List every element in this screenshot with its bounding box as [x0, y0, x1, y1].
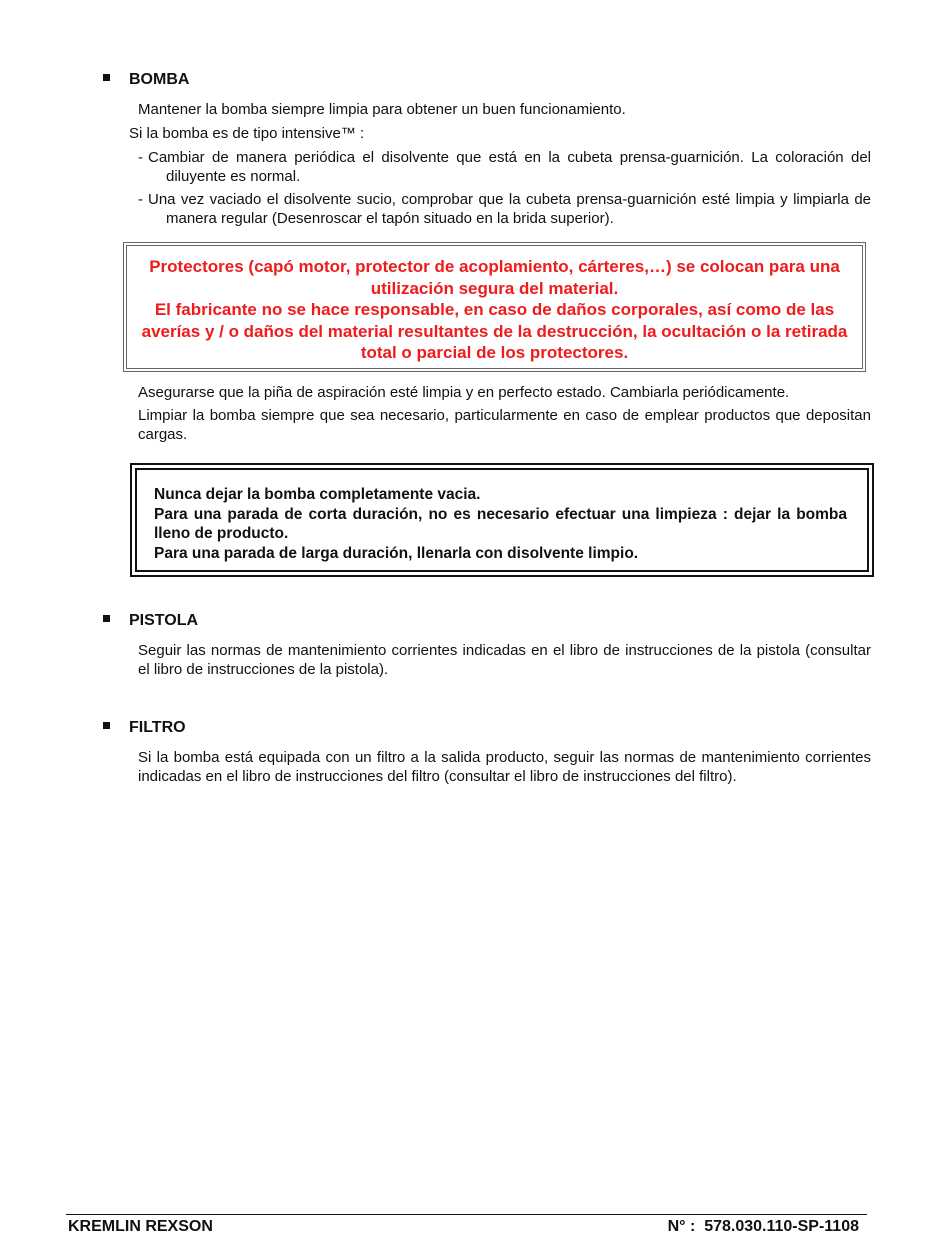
square-bullet-icon	[103, 615, 110, 622]
bomba-paragraph-3: Asegurarse que la piña de aspiración esté limpia y en perfecto estado. Cambiarla periódicamente.	[138, 384, 790, 401]
footer-document-number: N° : 578.030.110-SP-1108	[667, 1218, 859, 1235]
pistola-paragraph: Seguir las normas de mantenimiento corrientes indicadas en el libro de instrucciones de la pistola (consultar el libro de instrucciones de la pistola).	[138, 642, 871, 678]
note-text-2: Para una parada de corta duración, no es necesario efectuar una limpieza : dejar la bomba lleno de producto.	[154, 505, 847, 542]
footer-company: KREMLIN REXSON	[68, 1218, 213, 1235]
warning-text-2: El fabricante no se hace responsable, en caso de daños corporales, así como de las averías y / o daños del material resultantes de la destrucción, la ocultación o la retirada total o parcial de los protectores.	[141, 300, 848, 362]
warning-text-1: Protectores (capó motor, protector de acoplamiento, cárteres,…) se colocan para una utilización segura del material.	[149, 257, 840, 298]
heading-text: BOMBA	[129, 71, 190, 88]
dash-item-text: Una vez vaciado el disolvente sucio, comprobar que la cubeta prensa-guarnición esté limpia y limpiarla de manera regular (Desenroscar el tapón situado en la brida superior).	[148, 191, 871, 227]
dash-item-text: Cambiar de manera periódica el disolvente que está en la cubeta prensa-guarnición. La coloración del diluyente es normal.	[148, 149, 871, 185]
section-heading-pistola	[103, 611, 198, 630]
square-bullet-icon	[103, 74, 110, 81]
note-text-3: Para una parada de larga duración, llenarla con disolvente limpio.	[154, 544, 639, 562]
bomba-dash-item-2	[128, 190, 871, 228]
bomba-paragraph-2: Si la bomba es de tipo intensive™ :	[129, 125, 365, 142]
note-box	[130, 463, 874, 577]
dash-marker: -	[138, 149, 143, 166]
note-box-inner	[135, 468, 869, 572]
bomba-dash-item-1	[128, 148, 871, 186]
footer-divider	[66, 1214, 867, 1215]
bomba-paragraph-4: Limpiar la bomba siempre que sea necesario, particularmente en caso de emplear productos que depositan cargas.	[138, 407, 871, 443]
section-heading-bomba	[103, 70, 189, 89]
heading-text: FILTRO	[129, 719, 186, 736]
warning-box	[123, 242, 866, 372]
square-bullet-icon	[103, 722, 110, 729]
filtro-paragraph: Si la bomba está equipada con un filtro a la salida producto, seguir las normas de mantenimiento corrientes indicadas en el libro de instrucciones del filtro (consultar el libro de instrucciones del filtro).	[138, 749, 871, 785]
note-text-1: Nunca dejar la bomba completamente vacia.	[154, 486, 481, 503]
section-heading-filtro	[103, 718, 186, 737]
warning-box-inner	[126, 245, 863, 369]
dash-marker: -	[138, 191, 143, 208]
heading-text: PISTOLA	[129, 612, 199, 629]
bomba-paragraph-1: Mantener la bomba siempre limpia para obtener un buen funcionamiento.	[138, 101, 626, 118]
